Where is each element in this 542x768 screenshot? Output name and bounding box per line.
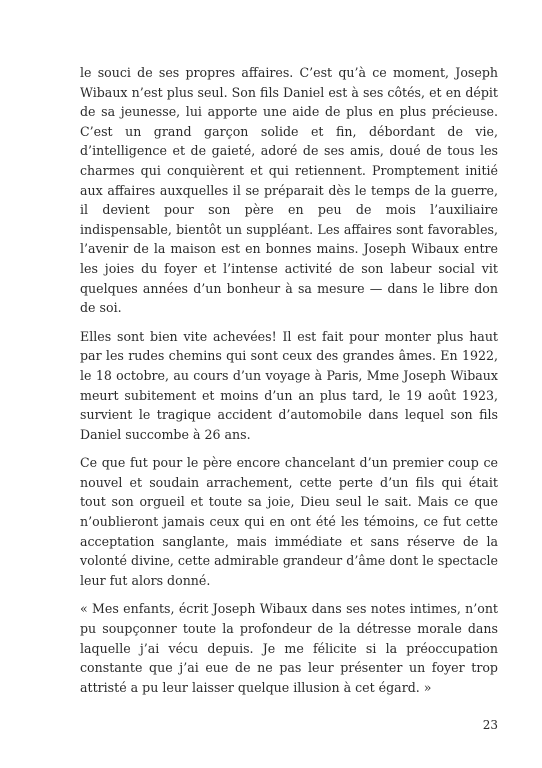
- paragraph-3: Ce que fut pour le père encore chancelant d’un premier coup ce nouvel et soudain arrachement, cette perte d’un fils qui était tout son orgueil et toute sa joie, Dieu seul le sait. Mais ce que n’oublieront jamais ceux qui en ont été les témoins, ce fut cette acceptation sanglante, mais immédiate et sans réserve de la volonté divine, cette admirable grandeur d’âme dont le spectacle leur fut alors donné.: [80, 455, 498, 588]
- paragraph-1: le souci de ses propres affaires. C’est qu’à ce moment, Joseph Wibaux n’est plus seul. Son fils Daniel est à ses côtés, et en dépit de sa jeunesse, lui apporte une aide de plus en plus précieuse. C’est un grand garçon solide et fin, débordant de vie, d’intelligence et de gaieté, adoré de ses amis, doué de tous les charmes qui conquièrent et qui retiennent. Promptement initié aux affaires auxquelles il se préparait dès le temps de la guerre, il devient pour son père en peu de mois l’auxiliaire indispensable, bientôt un suppléant. Les affaires sont favorables, l’avenir de la maison est en bonnes mains. Joseph Wibaux entre les joies du foyer et l’intense activité de son labeur social vit quelques années d’un bonheur à sa mesure — dans le libre don de soi.: [80, 65, 498, 316]
- paragraph-4: « Mes enfants, écrit Joseph Wibaux dans ses notes intimes, n’ont pu soupçonner toute la profondeur de la détresse morale dans laquelle j’ai vécu depuis. Je me félicite si la préoccupation constante que j’ai eue de ne pas leur présenter un foyer trop attristé a pu leur laisser quelque illusion à cet égard. »: [80, 601, 498, 695]
- body-text: [80, 63, 498, 706]
- page-number: 23: [482, 718, 498, 732]
- paragraph-2: Elles sont bien vite achevées! Il est fait pour monter plus haut par les rudes chemins qui sont ceux des grandes âmes. En 1922, le 18 octobre, au cours d’un voyage à Paris, Mme Joseph Wibaux meurt subitement et moins d’un an plus tard, le 19 août 1923, survient le tragique accident d’automobile dans lequel son fils Daniel succombe à 26 ans.: [80, 328, 498, 442]
